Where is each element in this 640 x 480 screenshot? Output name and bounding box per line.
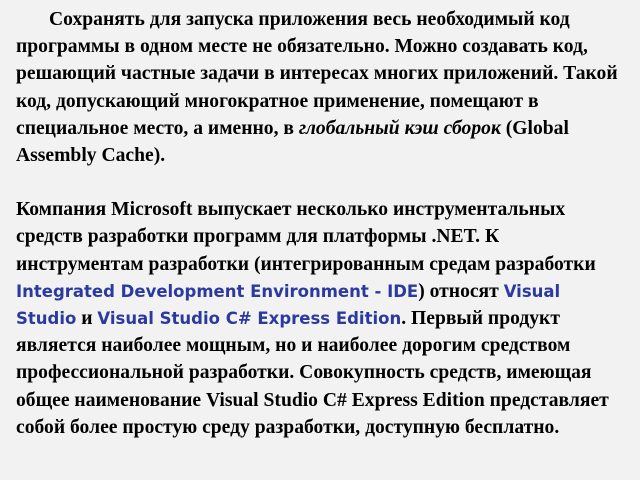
- gac-term: глобальный кэш сборок: [298, 117, 501, 139]
- paragraph-gac: [16, 6, 624, 169]
- visual-studio-express-term: Visual Studio C# Express Edition: [97, 309, 402, 329]
- paragraph-gac-text-b: (Global Assembly Cache).: [16, 117, 569, 167]
- paragraph-ide-text-b: ) относят: [418, 280, 504, 302]
- paragraph-ide-text-d: . Первый продукт является наиболее мощным, но и наиболее дорогим средством профессиональной разработки. Совокупность средств, имеющая общее наименование Visual Studio C# Express Edition представляет собой более простую среду разработки, доступную бесплатно.: [16, 308, 609, 438]
- paragraph-ide-text-a: Компания Microsoft выпускает несколько инструментальных средств разработки программ для платформы .NET. К инструментам разработки (интегрированным средам разработки: [16, 199, 596, 275]
- ide-term: Integrated Development Environment - IDE: [16, 281, 419, 301]
- paragraph-gac-text-a: Сохранять для запуска приложения весь необходимый код программы в одном месте не обязательно. Можно создавать код, решающий частные задачи в интересах многих приложений. Такой код, допускающий многократное применение, помещают в специальное место, а именно, в: [16, 9, 618, 139]
- paragraph-ide: [16, 196, 624, 441]
- visual-studio-term: Visual Studio: [16, 281, 561, 329]
- paragraph-ide-text-c: и: [76, 308, 98, 330]
